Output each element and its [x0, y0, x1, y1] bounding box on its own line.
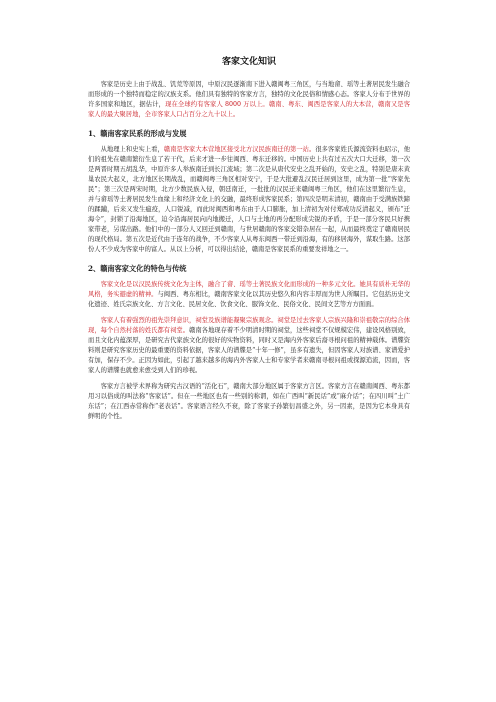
section-2-p2-highlight: 客家人有着强烈的祖先崇拜意识，祠堂及族谱能凝聚宗族观念。祠堂是过去客家人宗族兴隆和崇祖敬宗的综合体现，每个自然村落的姓氏都有祠堂。 [88, 317, 410, 334]
intro-paragraph [88, 80, 410, 120]
intro-highlight: 现在全球约有客家人 8000 万以上。赣南、粤东、闽西是客家人的大本营，赣南又是客家人的最大聚居地，全市客家人口占百分之九十以上。 [88, 101, 411, 118]
document-page [88, 56, 410, 428]
section-2-p2-text: 赣南各地现存着不少明清时期的祠堂，这些祠堂不仅规模宏伟，建设风格别致，而且文化内蕴深厚，是研究古代家族文化的很好的实物资料，同时又是海内外客家后裔寻根问祖的精神载体。谱牒资料则是研究客家历史的最重要的资料依据，客家人的谱牒是“十年一修”，虽多有遗失，但因客家人对族谱、家谱爱护有加，保存不少。正因为如此，引起了越来越多的海内外客家人士和专家学者来赣南寻根问祖或探源追流，因而，客家人的谱牒也就愈来愈受到人们的珍视。 [88, 327, 411, 374]
section-2-heading: 2、赣南客家文化的特色与传统 [88, 264, 187, 273]
section-1-heading: 1、赣南客家民系的形成与发展 [88, 129, 187, 138]
section-1-text-after: 很多客家姓氏源流资料也昭示，他们的祖先在赣南繁衍生息了若干代，后来才进一步往闽西、粤东迁移的。中国历史上共有过五次大口大迁移，第一次是两晋时期五胡乱华，中原许多人举族南迁到长江流域；第二次是从唐代安史之乱开始的，安史之乱，特别是唐末黄巢农民大起义，北方地区长期战乱，而赣闽粤三角区相对安宁，于是大批避乱汉民迁居到这里，成为第一批“客家先民”；第三次是两宋时期，北方少数民族入侵，朝廷南迁，一批批的汉民迁来赣闽粤三角区，他们在这里繁衍生息，并与畲瑶等土著居民发生血缘上和经济文化上的交融，最终形成客家民系；第四次是明末清初，赣南由于受满族铁蹄的蹂躏，后来又发生瘟疫，人口锐减，而此时闽西和粤东由于人口膨胀，加上清初为对付郑成功反清起义，颁布“迁海令”，封锁了沿海地区，迫令沿海居民向内地搬迁，人口与土地的再分配形成尖锐的矛盾，于是一部分客民只好携家带老，另谋出路。他们中的一部分人又回迁到赣南，与世居赣南的客家交错杂居在一起，从而最终奠定了赣南居民的现代格局。第五次是近代由于连年的战争，不少客家人从粤东闽西一带迁到沿海，有的移居海外，谋取生路。这部份人不少成为客家中的富人。从以上分析，可以得出结论，赣南是客家民系的重要发祥地之一。 [88, 146, 411, 253]
section-2-p3-text: 客家方言被学术界称为研究古汉语的“活化石”，赣南大部分地区属于客家方言区。客家方言在赣南闽西、粤东都用习以俗成的叫法称“客家话”。但在一些地区也有一些别的称谓，如在广西叫“新民话”或“麻介话”；在四川叫“土广东话”；在江西赤常称作“老表话”。客家语言经久不衰，除了客家子孙繁衍昌盛之外，另一因素，是因为它本身具有鲜明的个性。 [88, 383, 410, 420]
document-title: 客家文化知识 [221, 57, 276, 67]
intro-text: 客家是历史上由于战乱、饥荒等原因，中原汉民逐渐南下进入赣闽粤三角区，与当地畲、瑶等土著居民发生融合而形成的一个独特而稳定的汉族支系。他们具有独特的客家方言，独特的文化民俗和情感心态。客家人分布于世界的许多国家和地区，据估计， [88, 81, 410, 108]
section-1-paragraph [88, 145, 410, 255]
section-2-paragraph-2 [88, 316, 410, 376]
section-1-highlight: 赣南是客家大本营地区接受北方汉民族南迁的第一站。 [163, 146, 316, 153]
section-2-p1-text: 与闽西、粤东相比，赣南客家文化以其历史悠久和内容丰厚而为世人所瞩目。它包括历史文化遗迹、姓氏宗族文化、方言文化、民居文化、饮食文化、服饰文化、民俗文化、民间文艺等方方面面。 [88, 291, 411, 308]
section-2-p1-highlight: 客家文化是以汉民族传统文化为主体，融合了畲、瑶等土著民族文化而形成的一种多元文化。她具有质朴无华的风格，务实避虚的精神。 [88, 281, 410, 298]
section-1-text-before: 从地理上和史实上看， [100, 146, 164, 153]
section-2-paragraph-3 [88, 382, 410, 422]
section-2-paragraph-1 [88, 280, 410, 310]
